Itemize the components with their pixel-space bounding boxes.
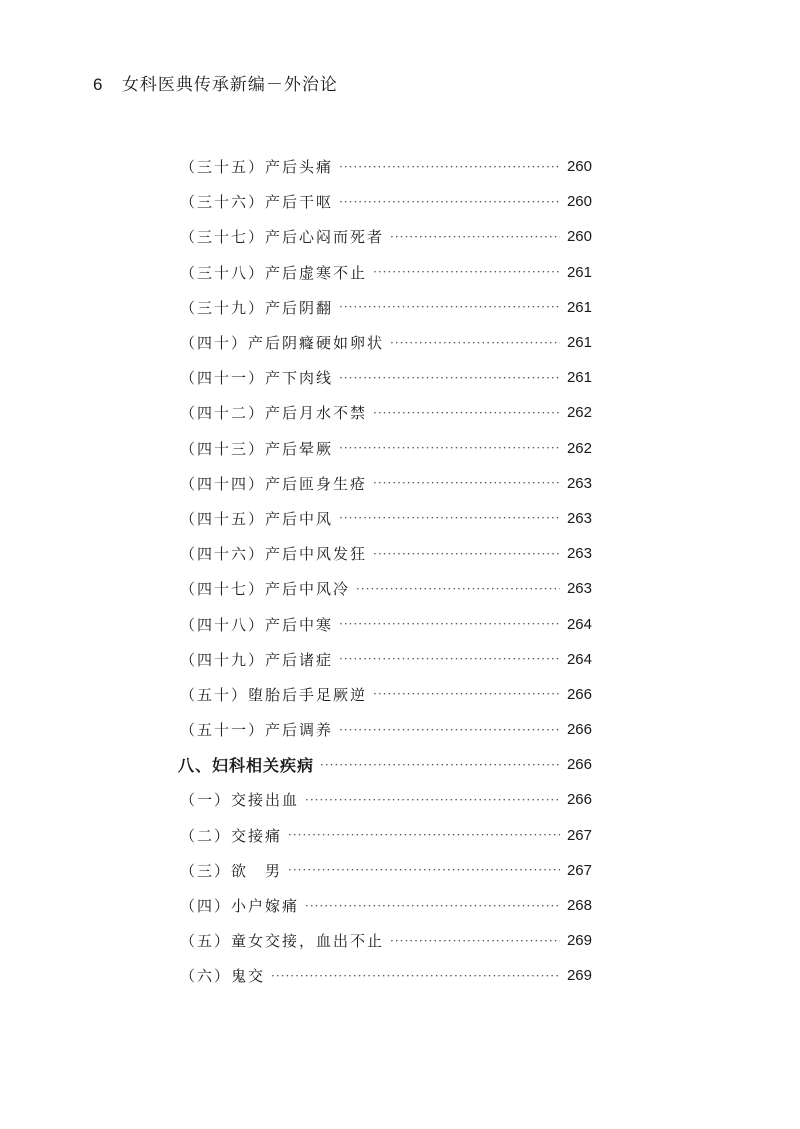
toc-entry[interactable] — [180, 431, 592, 466]
leader-dots — [339, 511, 560, 525]
leader-dots — [373, 406, 560, 420]
leader-dots — [339, 617, 560, 631]
toc-entry-label: （四十四）产后匝身生疮 — [180, 474, 368, 493]
leader-dots — [356, 582, 560, 596]
toc-entry-label: （六）鬼交 — [180, 967, 266, 986]
leader-dots — [373, 687, 560, 701]
toc-entry-page: 261 — [566, 298, 592, 316]
toc-entry[interactable] — [180, 571, 592, 606]
leader-dots — [390, 336, 560, 350]
leader-dots — [271, 969, 560, 983]
leader-dots — [373, 547, 560, 561]
toc-entry-page: 267 — [566, 861, 592, 879]
toc-entry-page: 260 — [566, 158, 592, 176]
toc-entry-page: 262 — [566, 439, 592, 457]
toc-entry[interactable] — [180, 818, 592, 853]
toc-entry[interactable] — [180, 536, 592, 571]
toc-section-label: 八、妇科相关疾病 — [178, 756, 315, 776]
toc-entry[interactable] — [180, 853, 592, 888]
toc-entry-label: （四十八）产后中寒 — [180, 615, 334, 634]
page-number: 6 — [93, 75, 104, 94]
toc-entry-label: （四十三）产后晕厥 — [180, 439, 334, 458]
leader-dots — [320, 758, 560, 772]
toc-entry[interactable] — [180, 888, 592, 923]
toc-entry-page: 264 — [566, 650, 592, 668]
leader-dots — [339, 195, 560, 209]
table-of-contents — [180, 149, 592, 994]
toc-entry[interactable] — [180, 360, 592, 395]
toc-entry[interactable] — [180, 642, 592, 677]
toc-entry-label: （五十）堕胎后手足厥逆 — [180, 685, 368, 704]
leader-dots — [288, 828, 560, 842]
leader-dots — [339, 441, 560, 455]
toc-entry[interactable] — [180, 184, 592, 219]
toc-entry-page: 268 — [566, 897, 592, 915]
toc-entry-label: （三十八）产后虚寒不止 — [180, 263, 368, 282]
toc-entry[interactable] — [180, 712, 592, 747]
toc-entry-label: （三十九）产后阴翻 — [180, 298, 334, 317]
toc-entry[interactable] — [180, 325, 592, 360]
toc-entry-label: （四十六）产后中风发狂 — [180, 545, 368, 564]
toc-entry-label: （四）小户嫁痛 — [180, 897, 300, 916]
toc-entry-page: 261 — [566, 263, 592, 281]
toc-entry-label: （四十）产后阴癃硬如卵状 — [180, 334, 385, 353]
leader-dots — [339, 652, 560, 666]
toc-entry-page: 261 — [566, 334, 592, 352]
toc-entry[interactable] — [180, 466, 592, 501]
toc-entry-page: 269 — [566, 967, 592, 985]
toc-entry-page: 263 — [566, 509, 592, 527]
toc-entry[interactable] — [180, 501, 592, 536]
toc-entry-label: （三十五）产后头痛 — [180, 158, 334, 177]
book-title: 女科医典传承新编－外治论 — [121, 75, 338, 95]
leader-dots — [339, 300, 560, 314]
toc-entry-label: （一）交接出血 — [180, 791, 300, 810]
toc-entry-page: 263 — [566, 580, 592, 598]
toc-entry[interactable] — [180, 782, 592, 817]
toc-entry-label: （二）交接痛 — [180, 826, 283, 845]
toc-entry[interactable] — [180, 958, 592, 993]
leader-dots — [339, 160, 560, 174]
toc-entry-label: （四十五）产后中风 — [180, 509, 334, 528]
toc-entry-page: 263 — [566, 474, 592, 492]
toc-entry-page: 266 — [566, 721, 592, 739]
toc-entry-page: 261 — [566, 369, 592, 387]
toc-entry[interactable] — [180, 255, 592, 290]
leader-dots — [339, 723, 560, 737]
toc-entry-page: 262 — [566, 404, 592, 422]
leader-dots — [339, 371, 560, 385]
toc-entry-page: 263 — [566, 545, 592, 563]
toc-entry[interactable] — [180, 290, 592, 325]
toc-entry-label: （五）童女交接，血出不止 — [180, 932, 385, 951]
toc-entry-page: 264 — [566, 615, 592, 633]
toc-entry[interactable] — [180, 219, 592, 254]
leader-dots — [390, 934, 560, 948]
toc-entry-label: （五十一）产后调养 — [180, 721, 334, 740]
toc-entry-label: （四十一）产下肉线 — [180, 369, 334, 388]
toc-entry[interactable] — [180, 677, 592, 712]
toc-entry[interactable] — [180, 149, 592, 184]
toc-entry-page: 266 — [566, 756, 592, 774]
toc-entry-label: （四十七）产后中风冷 — [180, 580, 351, 599]
toc-entry[interactable] — [180, 923, 592, 958]
running-header — [93, 70, 338, 95]
toc-section-heading[interactable] — [180, 747, 592, 782]
toc-entry-page: 260 — [566, 193, 592, 211]
toc-entry-label: （四十二）产后月水不禁 — [180, 404, 368, 423]
toc-entry-label: （三十六）产后干呕 — [180, 193, 334, 212]
leader-dots — [373, 476, 560, 490]
toc-entry-page: 266 — [566, 791, 592, 809]
leader-dots — [288, 863, 560, 877]
leader-dots — [305, 793, 560, 807]
toc-entry-label: （三十七）产后心闷而死者 — [180, 228, 385, 247]
toc-entry-page: 266 — [566, 685, 592, 703]
leader-dots — [373, 265, 560, 279]
toc-entry[interactable] — [180, 395, 592, 430]
toc-entry[interactable] — [180, 606, 592, 641]
toc-entry-label: （四十九）产后诸症 — [180, 650, 334, 669]
toc-entry-page: 260 — [566, 228, 592, 246]
toc-entry-label: （三）欲 男 — [180, 861, 283, 880]
leader-dots — [305, 899, 560, 913]
toc-entry-page: 269 — [566, 932, 592, 950]
leader-dots — [390, 230, 560, 244]
toc-entry-page: 267 — [566, 826, 592, 844]
